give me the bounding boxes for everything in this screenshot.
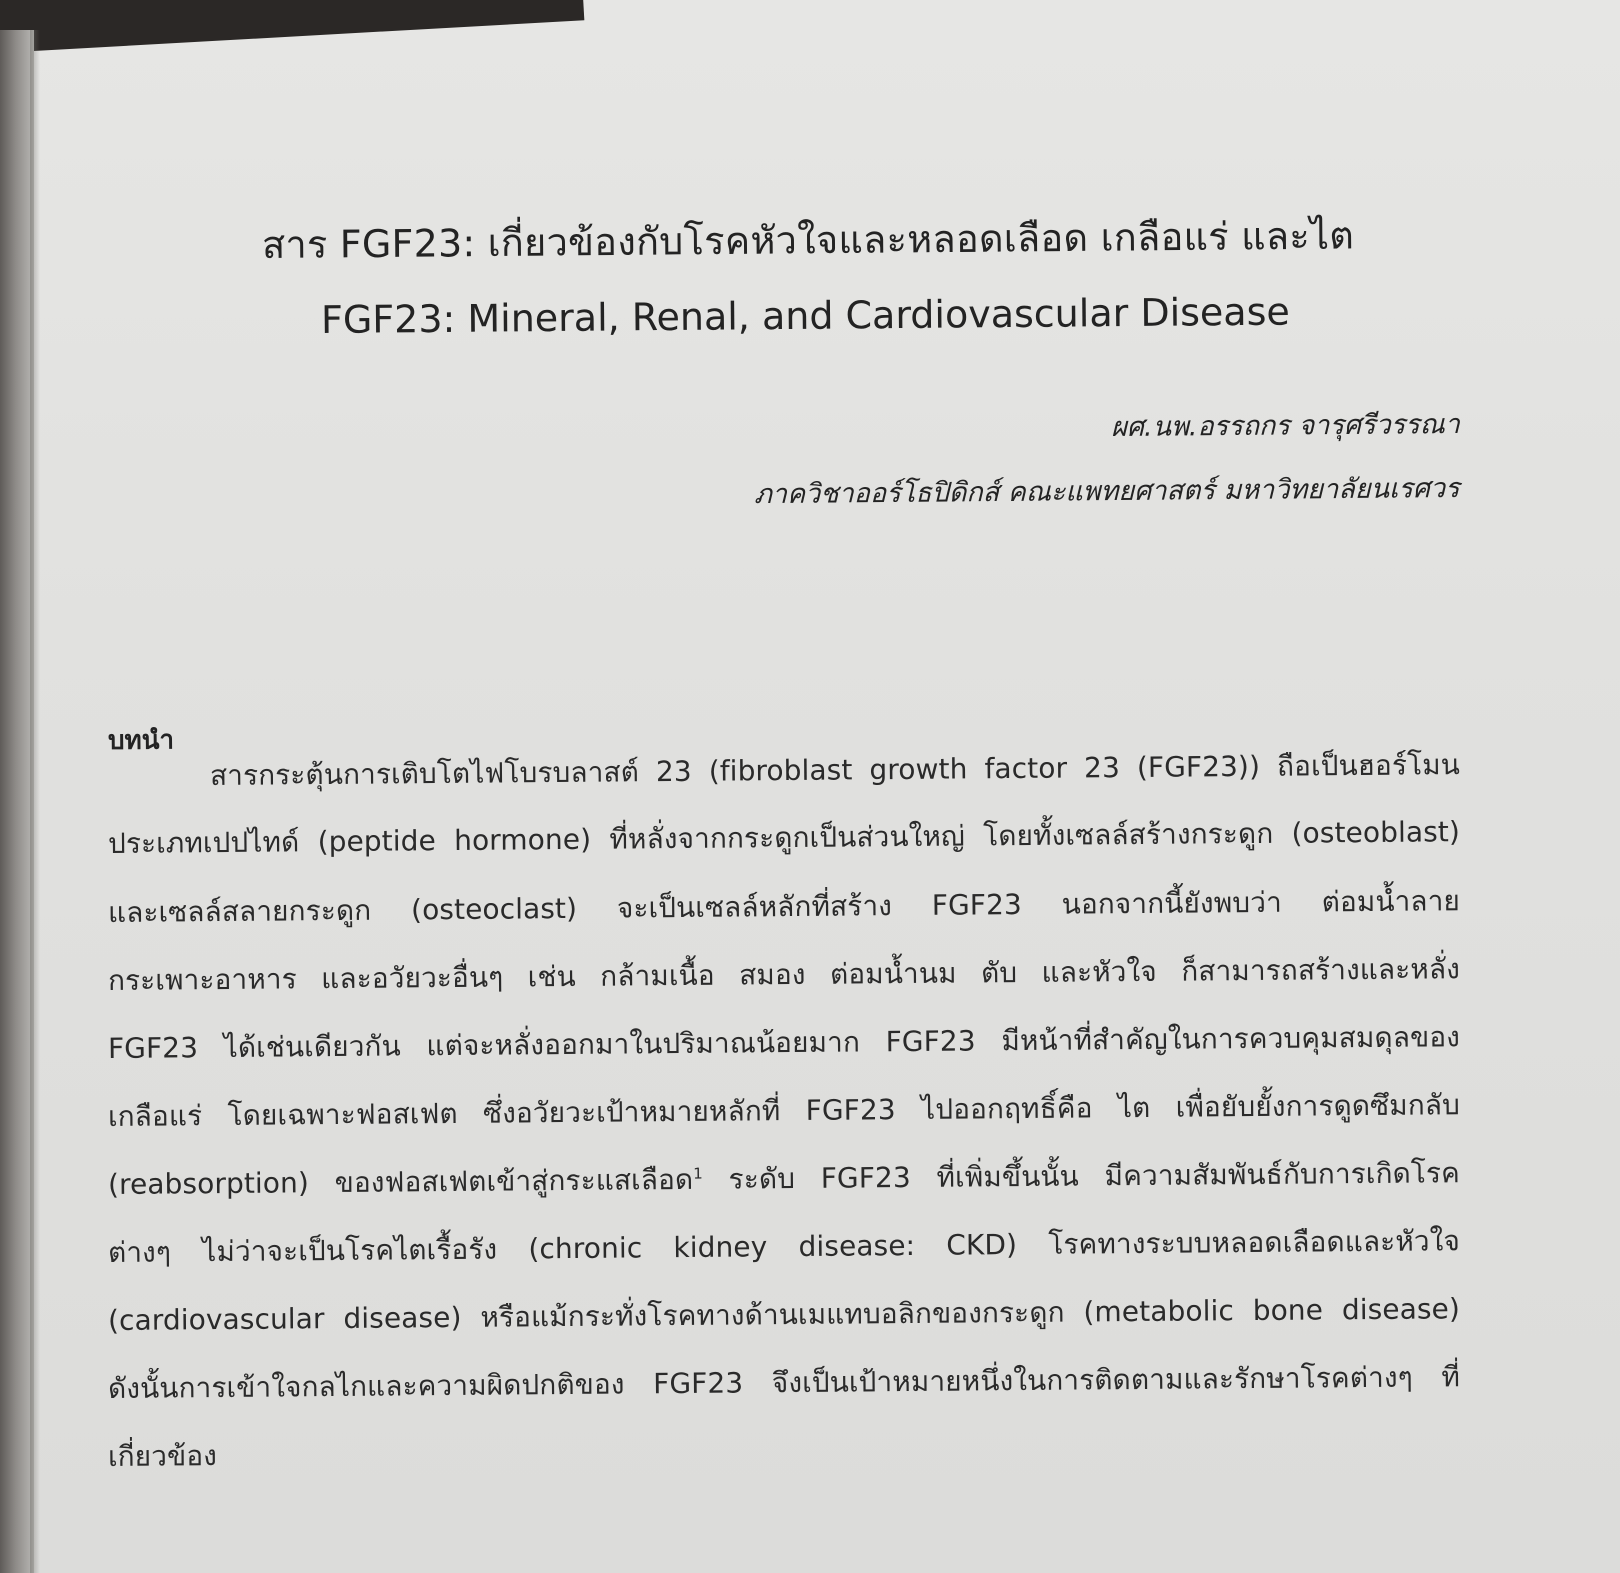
- title-thai: สาร FGF23: เกี่ยวข้องกับโรคหัวใจและหลอดเลือด เกลือแร่ และไต: [261, 213, 1355, 267]
- body-line-7-end: ระดับ FGF23 ที่เพิ่มขึ้นนั้น มีความสัมพันธ์กับการเกิดโรค: [702, 1156, 1461, 1196]
- author-name: ผศ.นพ.อรรถกร จารุศรีวรรณา: [1110, 409, 1461, 444]
- body-line-4: กระเพาะอาหาร และอวัยวะอื่นๆ เช่น กล้ามเนื้อ สมอง ต่อมน้ำนม ตับ และหัวใจ ก็สามารถสร้างและหลั่ง: [107, 952, 1461, 997]
- footnote-reference: 1: [693, 1164, 703, 1183]
- body-line-1: สารกระตุ้นการเติบโตไฟโบรบลาสต์ 23 (fibroblast growth factor 23 (FGF23)) ถือเป็นฮอร์โมน: [209, 748, 1461, 792]
- body-line-2: ประเภทเปปไทด์ (peptide hormone) ที่หลั่งจากกระดูกเป็นส่วนใหญ่ โดยทั้งเซลล์สร้างกระดูก (osteoblast): [107, 815, 1461, 860]
- body-line-9: (cardiovascular disease) หรือแม้กระทั่งโรคทางด้านเมแทบอลิกของกระดูก (metabolic bone disease): [107, 1292, 1461, 1337]
- book-gutter: [0, 30, 34, 1573]
- body-line-6: เกลือแร่ โดยเฉพาะฟอสเฟต ซึ่งอวัยวะเป้าหมายหลักที่ FGF23 ไปออกฤทธิ์คือ ไต เพื่อยับยั้งการดูดซึมกลับ: [107, 1088, 1461, 1133]
- background-corner: [0, 0, 584, 55]
- body-line-8: ต่างๆ ไม่ว่าจะเป็นโรคไตเรื้อรัง (chronic kidney disease: CKD) โรคทางระบบหลอดเลือดและหัวใจ: [107, 1224, 1461, 1269]
- body-line-11: เกี่ยวข้อง: [107, 1439, 218, 1473]
- body-line-7-start: (reabsorption) ของฟอสเฟตเข้าสู่กระแสเลือด: [107, 1162, 694, 1201]
- author-affiliation: ภาควิชาออร์โธปิดิกส์ คณะแพทยศาสตร์ มหาวิทยาลัยนเรศวร: [754, 473, 1461, 511]
- title-english: FGF23: Mineral, Renal, and Cardiovascular Disease: [320, 289, 1290, 342]
- body-line-3: และเซลล์สลายกระดูก (osteoclast) จะเป็นเซลล์หลักที่สร้าง FGF23 นอกจากนี้ยังพบว่า ต่อมน้ำลาย: [107, 884, 1461, 929]
- body-line-10: ดังนั้นการเข้าใจกลไกและความผิดปกติของ FGF23 จึงเป็นเป้าหมายหนึ่งในการติดตามและรักษาโรคต่างๆ ที่: [107, 1360, 1461, 1405]
- body-line-5: FGF23 ได้เช่นเดียวกัน แต่จะหลั่งออกมาในปริมาณน้อยมาก FGF23 มีหน้าที่สำคัญในการควบคุมสมดุลของ: [107, 1020, 1461, 1065]
- section-heading: บทนำ: [107, 725, 175, 756]
- body-line-7: [108, 1151, 1460, 1207]
- page-edge-shadow: [30, 30, 40, 1573]
